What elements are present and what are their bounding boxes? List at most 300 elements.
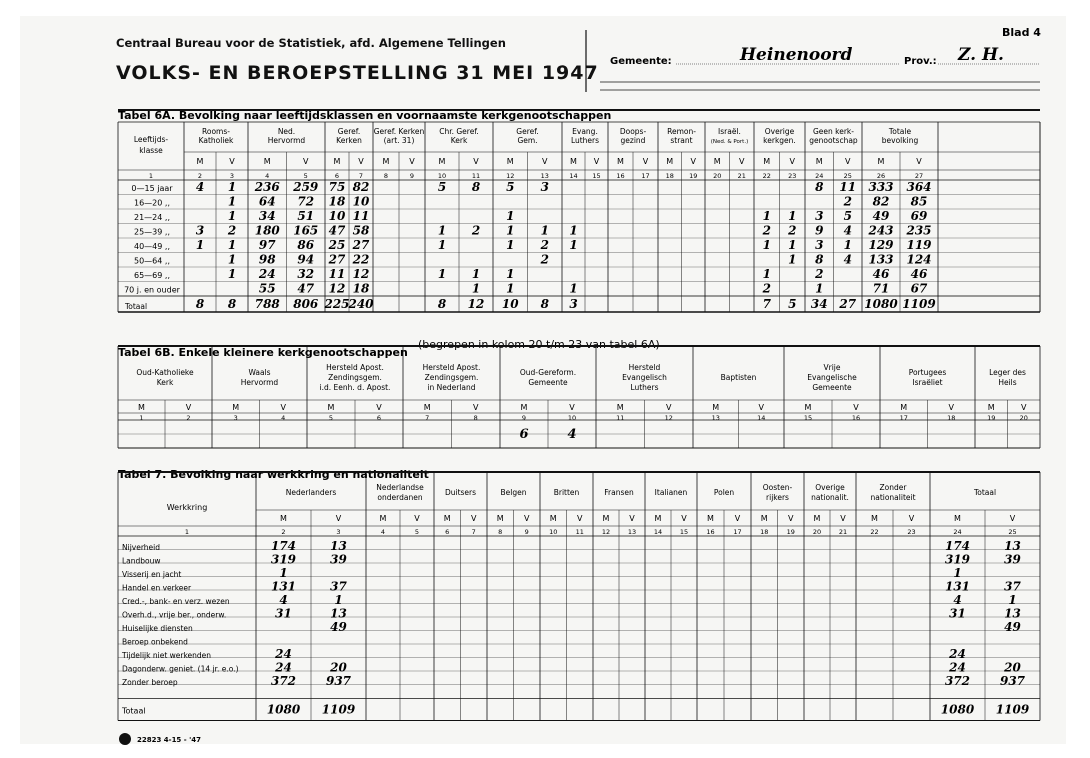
col-m: M [954, 514, 961, 523]
cell-value: 5 [843, 209, 852, 223]
table-6b [118, 338, 1040, 448]
col-v: V [853, 403, 859, 412]
group-header-7-1: onderdanen [377, 493, 423, 502]
group-header-3: Geref. Kerken [373, 127, 425, 136]
cell-value: 86 [297, 238, 315, 252]
werkkring-row-label: Nijverheid [122, 543, 160, 552]
total-value: 5 [788, 297, 797, 311]
total-value: 240 [348, 297, 374, 311]
age-row-label: 25—39 ,, [134, 227, 170, 237]
group-header-8: Remon- [667, 127, 696, 136]
group-header-6b-5: Hersteld [628, 363, 661, 372]
colnum: 5 [328, 414, 334, 422]
cell-value: 39 [1004, 552, 1021, 567]
cell-value: 1 [471, 281, 481, 296]
colnum: 6 [445, 528, 450, 536]
cell-value: 24 [275, 647, 292, 661]
col-m: M [654, 514, 662, 523]
group-header-7-6: Italianen [654, 488, 688, 497]
cell-value: 1 [569, 238, 578, 252]
cell-value: 1 [788, 209, 797, 223]
col-v: V [577, 514, 583, 523]
group-header-4: Chr. Geref. [439, 127, 479, 136]
col-m: M [804, 403, 812, 412]
cell-value: 24 [275, 660, 292, 675]
cell-value: 1 [540, 223, 549, 238]
age-row-label: 50—64 ,, [134, 256, 170, 266]
col-v: V [845, 157, 851, 166]
group-header-6b-3: Zendingsgem. [424, 373, 479, 382]
cell-value: 71 [872, 281, 890, 296]
cell-value: 4 [953, 593, 962, 607]
cell-value: 12 [328, 281, 346, 296]
cell-value: 32 [297, 267, 315, 281]
cell-value: 67 [910, 281, 928, 296]
colnum: 14 [653, 528, 663, 536]
cell-value: 1 [437, 267, 447, 281]
colnum: 3 [229, 172, 235, 180]
cell-value: 319 [270, 552, 297, 567]
cell-value: 47 [328, 223, 346, 238]
cell-value: 13 [1004, 539, 1021, 553]
cell-value: 1 [569, 281, 578, 296]
cell-value: 372 [270, 674, 297, 688]
cell-value: 9 [815, 223, 824, 238]
colnum: 22 [762, 172, 771, 180]
table-6b-heading: Tabel 6B. Enkele kleinere kerkgenootschappen [118, 346, 408, 359]
group-header-6b-0: Oud-Katholieke [136, 368, 194, 377]
cell-value: 165 [293, 223, 319, 238]
colnum: 13 [540, 172, 549, 180]
gemeente-label: Gemeente: [610, 56, 672, 67]
total-value: 7 [762, 297, 771, 311]
group-header-6b-5: Evangelisch [622, 373, 667, 382]
col-m: M [712, 403, 720, 412]
cell-value: 131 [270, 579, 297, 594]
cell-value: 1 [471, 267, 481, 281]
colnum: 19 [689, 172, 698, 180]
cell-value: 49 [1004, 620, 1021, 634]
cell-value: 49 [330, 620, 347, 634]
total-label: Totaal [124, 302, 148, 311]
cell-value: 8 [471, 180, 481, 194]
colnum: 16 [706, 528, 715, 536]
cell-value: 235 [906, 223, 932, 238]
col-m: M [443, 514, 451, 523]
col-v: V [681, 514, 687, 523]
form-title: VOLKS- EN BEROEPSTELLING 31 MEI 1947 [116, 62, 599, 84]
cell-value: 1 [195, 238, 205, 252]
group-header-6b-2: i.d. Eenh. d. Apost. [319, 383, 391, 392]
group-header-5: Geref. [516, 127, 539, 136]
cell-value: 1 [569, 223, 578, 238]
group-header-7-10: Zonder [879, 483, 907, 492]
group-header-6b-9: Leger des [989, 368, 1026, 377]
cell-value: 18 [352, 281, 370, 296]
total-value: 10 [501, 297, 519, 311]
colnum: 1 [148, 172, 154, 180]
colnum: 14 [757, 414, 766, 422]
group-header-9: (Ned. & Port.) [710, 139, 749, 145]
age-row-label: 16—20 ,, [134, 198, 170, 208]
cell-value: 2 [471, 223, 481, 238]
cell-value: 1 [815, 281, 824, 296]
col-v: V [690, 157, 696, 166]
cell-value: 1 [227, 194, 237, 209]
cell-value: 1 [506, 238, 515, 252]
cell-value: 47 [297, 281, 315, 296]
group-header-7-0: Nederlanders [285, 488, 337, 497]
cell-value: 46 [872, 267, 890, 281]
cell-value: 97 [258, 238, 276, 252]
col-v: V [739, 157, 745, 166]
group-header-7: Doops- [619, 127, 647, 136]
cell-value: 2 [540, 252, 549, 267]
colnum: 23 [788, 172, 797, 180]
colnum: 2 [186, 414, 191, 422]
group-header-9: Israël. [718, 127, 741, 136]
group-header-6b-5: Luthers [630, 383, 659, 392]
cell-value: 174 [944, 539, 971, 553]
colnum: 6 [334, 172, 340, 180]
col-m: M [760, 514, 768, 523]
cell-value: 6 [519, 427, 529, 442]
col-m: M [138, 403, 145, 412]
colnum: 21 [838, 528, 848, 536]
colnum: 16 [851, 414, 861, 422]
cell-value: 27 [328, 252, 346, 267]
cell-value: 49 [872, 209, 890, 223]
total-value: 8 [195, 297, 205, 311]
group-header-7-2: Duitsers [444, 488, 477, 497]
cell-value: 937 [999, 674, 1026, 688]
cell-value: 46 [910, 267, 928, 281]
total-value: 8 [540, 297, 549, 311]
col-v: V [734, 514, 741, 523]
col-m: M [570, 157, 577, 166]
colnum: 20 [812, 528, 822, 536]
cell-value: 2 [788, 223, 797, 238]
total-value: 27 [839, 297, 857, 311]
group-header-0: Katholiek [198, 136, 234, 145]
group-header-10: Overige [764, 127, 795, 136]
group-header-6b-2: Zendingsgem. [328, 373, 382, 382]
bureau-heading: Centraal Bureau voor de Statistiek, afd. Algemene Tellingen [116, 36, 506, 50]
cell-value: 236 [254, 180, 280, 194]
total-value: 1080 [864, 297, 898, 311]
colnum: 2 [281, 528, 286, 536]
group-header-7-10: nationaliteit [870, 493, 916, 502]
group-header-6b-7: Gemeente [812, 383, 852, 392]
cell-value: 1 [227, 180, 237, 194]
cell-value: 10 [328, 209, 346, 223]
cell-value: 937 [325, 674, 352, 688]
table-7-heading: Tabel 7. Bevolking naar werkkring en nationaliteit [118, 468, 429, 481]
colnum: 18 [665, 172, 674, 180]
col-v: V [335, 514, 342, 523]
cell-value: 2 [227, 223, 237, 238]
colnum: 10 [437, 172, 447, 180]
total-value: 3 [569, 297, 578, 311]
cell-value: 8 [815, 180, 824, 194]
group-header-6b-7: Evangelische [807, 373, 857, 382]
row-head-label: Leeftijds- [133, 135, 169, 144]
cell-value: 13 [330, 606, 347, 621]
werkkring-row-label: Visserij en jacht [122, 570, 182, 579]
colnum: 7 [471, 528, 476, 536]
total-value: 1109 [321, 702, 356, 717]
cell-value: 3 [540, 180, 549, 194]
group-header-8: strant [670, 136, 693, 145]
cell-value: 2 [762, 281, 771, 296]
colnum: 10 [567, 414, 577, 422]
col-v: V [789, 157, 795, 166]
col-m: M [438, 157, 446, 166]
col-v: V [916, 157, 922, 166]
cell-value: 11 [328, 267, 346, 281]
cell-value: 37 [330, 579, 347, 594]
group-header-7-9: nationalit. [811, 493, 849, 502]
group-header-6b-0: Kerk [156, 378, 174, 387]
cell-value: 25 [328, 238, 346, 252]
col-v: V [593, 157, 600, 166]
cell-value: 4 [567, 427, 577, 442]
cell-value: 1 [788, 252, 797, 267]
cell-value: 94 [297, 252, 315, 267]
col-v: V [414, 514, 420, 523]
group-header-7-8: Oosten- [762, 483, 793, 492]
cell-value: 5 [437, 180, 447, 194]
cell-value: 4 [843, 252, 852, 267]
total-value: 1109 [902, 297, 936, 311]
col-m: M [763, 157, 771, 166]
colnum: 6 [376, 414, 382, 422]
cbs-logo-icon [119, 733, 131, 745]
col-v: V [185, 403, 192, 412]
cell-value: 3 [815, 209, 824, 223]
col-m: M [871, 514, 878, 523]
cell-value: 4 [279, 593, 288, 607]
col-m: M [496, 514, 504, 523]
group-header-4: Kerk [450, 136, 468, 145]
werkkring-row-label: Dagonderw. geniet. (14 jr. e.o.) [122, 664, 239, 674]
col-m: M [196, 157, 204, 166]
col-v: V [666, 403, 672, 412]
cell-value: 27 [352, 238, 370, 252]
col-v: V [524, 514, 530, 523]
total-value: 34 [810, 297, 828, 311]
cell-value: 1 [227, 209, 237, 223]
colnum: 3 [233, 414, 238, 422]
col-v: V [473, 403, 479, 412]
cell-value: 333 [868, 180, 894, 194]
col-m: M [813, 514, 821, 523]
total-value: 806 [293, 297, 319, 311]
group-header-3: (art. 31) [383, 136, 415, 145]
cell-value: 39 [330, 552, 347, 567]
col-m: M [713, 157, 721, 166]
col-v: V [229, 157, 235, 166]
total-value: 788 [254, 297, 280, 311]
col-v: V [376, 403, 382, 412]
colnum: 11 [471, 172, 481, 180]
colnum: 11 [575, 528, 584, 536]
cell-value: 20 [1004, 660, 1021, 675]
colnum: 10 [549, 528, 558, 536]
werkkring-row-label: Beroep onbekend [122, 637, 188, 647]
cell-value: 1 [227, 267, 237, 281]
cell-value: 3 [815, 238, 824, 252]
gemeente-value: Heinenoord [740, 45, 853, 65]
col-v: V [542, 157, 548, 166]
colnum: 19 [987, 414, 996, 422]
werkkring-row-label: Cred.-, bank- en verz. wezen [122, 597, 230, 606]
colnum: 5 [414, 528, 420, 536]
col-m: M [232, 403, 240, 412]
colnum: 25 [1008, 528, 1017, 536]
colnum: 12 [506, 172, 515, 180]
group-header-7-5: Fransen [604, 488, 634, 497]
col-v: V [1009, 514, 1016, 523]
cell-value: 372 [944, 674, 971, 688]
col-v: V [629, 514, 635, 523]
colnum: 22 [870, 528, 879, 536]
cell-value: 24 [258, 267, 276, 281]
colnum: 8 [498, 528, 503, 536]
cell-value: 131 [944, 579, 971, 594]
colnum: 18 [947, 414, 956, 422]
colnum: 1 [184, 528, 190, 536]
col-m: M [666, 157, 674, 166]
group-header-7-11: Totaal [973, 488, 997, 497]
group-header-7-1: Nederlandse [376, 483, 424, 492]
colnum: 15 [803, 414, 813, 422]
cell-value: 55 [258, 281, 276, 296]
group-header-6b-8: Portugees [908, 368, 947, 377]
age-row-label: 0—15 jaar [131, 184, 173, 193]
colnum: 17 [733, 528, 742, 536]
cell-value: 4 [843, 223, 852, 238]
cell-value: 24 [949, 647, 966, 661]
werkkring-row-label: Tijdelijk niet werkenden [122, 651, 212, 660]
col-m: M [602, 514, 610, 523]
colnum: 7 [425, 414, 430, 422]
cell-value: 2 [815, 267, 824, 281]
colnum: 25 [843, 172, 852, 180]
group-header-10: kerkgen. [763, 136, 796, 145]
group-header-7-8: rijkers [766, 493, 789, 502]
cell-value: 82 [352, 180, 370, 194]
group-header-6b-4: Oud-Gereform. [519, 368, 577, 377]
cell-value: 12 [352, 267, 370, 281]
blad-label: Blad 4 [1002, 26, 1041, 39]
group-header-7-3: Belgen [500, 488, 527, 497]
group-header-7-9: Overige [815, 483, 845, 492]
table-6a [118, 109, 1040, 312]
col-m: M [333, 157, 341, 166]
cell-value: 1 [788, 238, 797, 252]
cell-value: 72 [297, 194, 315, 209]
cell-value: 119 [906, 238, 932, 252]
cell-value: 5 [506, 180, 515, 194]
cell-value: 20 [330, 660, 347, 675]
table-7 [118, 468, 1040, 721]
col-v: V [473, 157, 479, 166]
group-header-7-7: Polen [713, 488, 735, 497]
footer-code: 22823 4-15 - '47 [137, 736, 201, 744]
total-value: 8 [437, 297, 447, 311]
colnum: 8 [473, 414, 478, 422]
total-value: 225 [324, 297, 350, 311]
col-m: M [423, 403, 431, 412]
row-head-label: Werkkring [166, 503, 208, 512]
table-6a-heading: Tabel 6A. Bevolking naar leeftijdsklassen en voornaamste kerkgenootschappen [118, 109, 612, 122]
colnum: 15 [679, 528, 689, 536]
werkkring-row-label: Landbouw [122, 556, 161, 566]
colnum: 4 [380, 528, 386, 536]
group-header-6b-7: Vrije [823, 363, 841, 372]
colnum: 9 [409, 172, 415, 180]
col-m: M [877, 157, 885, 166]
col-v: V [303, 157, 309, 166]
cell-value: 364 [906, 180, 932, 194]
col-m: M [382, 157, 390, 166]
cell-value: 31 [275, 606, 292, 621]
cell-value: 1 [506, 281, 515, 296]
total-value: 1080 [940, 702, 975, 717]
cell-value: 75 [328, 180, 346, 194]
cell-value: 1 [843, 238, 852, 252]
group-header-6b-1: Waals [248, 368, 271, 377]
werkkring-row-label: Huiselijke diensten [122, 624, 193, 633]
colnum: 4 [281, 414, 286, 422]
cell-value: 1 [437, 223, 447, 238]
cell-value: 1 [437, 238, 447, 252]
group-header-6b-3: in Nederland [427, 383, 476, 392]
total-value: 1109 [995, 702, 1030, 717]
col-v: V [948, 403, 954, 412]
col-m: M [520, 403, 528, 412]
col-v: V [840, 514, 846, 523]
cell-value: 1 [227, 238, 237, 252]
colnum: 19 [786, 528, 795, 536]
col-m: M [327, 403, 335, 412]
colnum: 8 [383, 172, 389, 180]
col-m: M [707, 514, 714, 523]
age-row-label: 70 j. en ouder [124, 285, 180, 295]
cell-value: 1 [227, 252, 237, 267]
col-v: V [471, 514, 477, 523]
cell-value: 51 [297, 209, 315, 223]
cell-value: 2 [540, 238, 549, 252]
table-6b-subheading: (begrepen in kolom 20 t/m 23 van tabel 6A) [418, 338, 660, 351]
group-header-6b-8: Israëliet [912, 378, 943, 387]
colnum: 24 [953, 528, 962, 536]
group-header-6b-3: Hersteld Apost. [422, 363, 481, 372]
cell-value: 13 [1004, 606, 1021, 621]
colnum: 7 [358, 172, 364, 180]
prov-value: Z. H. [958, 45, 1004, 65]
cell-value: 133 [868, 252, 894, 267]
colnum: 12 [601, 528, 611, 536]
cell-value: 1 [1008, 593, 1017, 607]
cell-value: 82 [872, 194, 890, 209]
cell-value: 174 [270, 539, 297, 553]
col-v: V [280, 403, 286, 412]
cell-value: 1 [279, 566, 288, 580]
group-header-0: Rooms- [202, 127, 230, 136]
group-header-6b-2: Hersteld Apost. [326, 363, 384, 372]
